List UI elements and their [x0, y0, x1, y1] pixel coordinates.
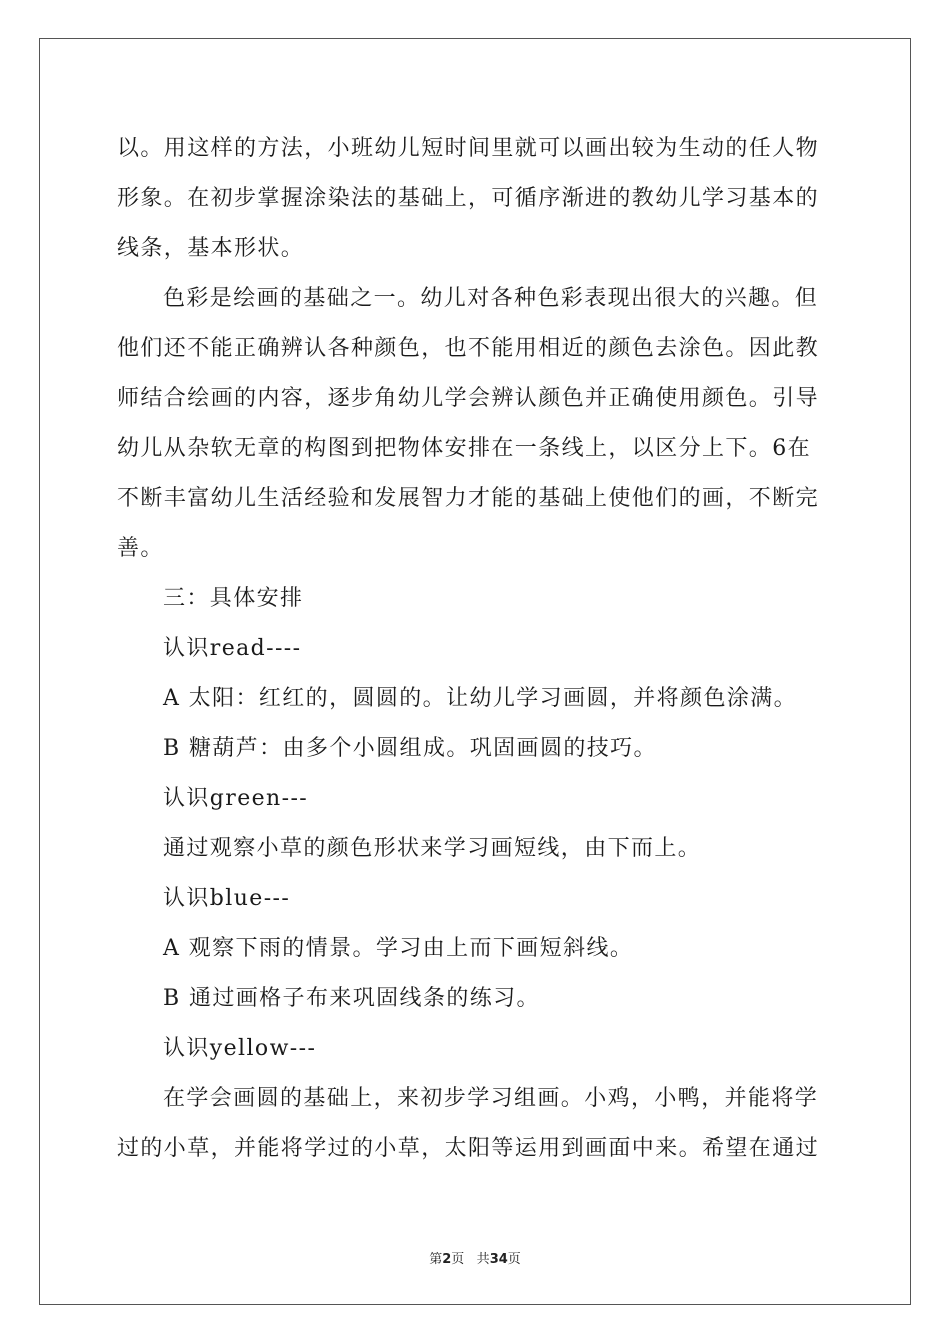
text-line-19: 认识yellow--- [163, 1036, 317, 1061]
text-line-3: 线条，基本形状。 [117, 236, 305, 261]
text-line-11: 认识read---- [163, 636, 302, 661]
text-line-8: 不断丰富幼儿生活经验和发展智力才能的基础上使他们的画，不断完 [117, 486, 820, 511]
total-pages: 34 [489, 1252, 508, 1267]
text-line-17: A 观察下雨的情景。学习由上而下画短斜线。 [163, 936, 634, 961]
text-line-6: 师结合绘画的内容，逐步角幼儿学会辨认颜色并正确使用颜色。引导 [117, 386, 820, 411]
text-line-15: 通过观察小草的颜色形状来学习画短线，由下而上。 [163, 836, 702, 861]
text-line-21: 过的小草，并能将学过的小草，太阳等运用到画面中来。希望在通过 [117, 1136, 820, 1161]
text-line-7: 幼儿从杂软无章的构图到把物体安排在一条线上，以区分上下。6在 [117, 436, 811, 461]
document-body [117, 124, 833, 1174]
text-line-16: 认识blue--- [163, 886, 291, 911]
page-number: 2 [442, 1252, 452, 1267]
page-label-suffix: 页 [451, 1252, 465, 1267]
text-line-13: B 糖葫芦：由多个小圆组成。巩固画圆的技巧。 [163, 736, 657, 761]
text-line-20: 在学会画圆的基础上，来初步学习组画。小鸡，小鸭，并能将学 [163, 1086, 819, 1111]
text-line-4: 色彩是绘画的基础之一。幼儿对各种色彩表现出很大的兴趣。但 [163, 286, 819, 311]
page-label-prefix: 第 [429, 1252, 443, 1267]
page-footer [0, 1248, 950, 1267]
text-line-14: 认识green--- [163, 786, 309, 811]
text-line-9: 善。 [117, 536, 164, 561]
text-line-1: 以。用这样的方法，小班幼儿短时间里就可以画出较为生动的任人物 [117, 136, 820, 161]
section-heading: 三：具体安排 [163, 586, 304, 611]
text-line-5: 他们还不能正确辨认各种颜色，也不能用相近的颜色去涂色。因此教 [117, 336, 820, 361]
total-label-prefix: 共 [476, 1252, 490, 1267]
total-label-suffix: 页 [507, 1252, 521, 1267]
text-line-2: 形象。在初步掌握涂染法的基础上，可循序渐进的教幼儿学习基本的 [117, 186, 820, 211]
text-line-12: A 太阳：红红的，圆圆的。让幼儿学习画圆，并将颜色涂满。 [163, 686, 798, 711]
text-line-18: B 通过画格子布来巩固线条的练习。 [163, 986, 540, 1011]
